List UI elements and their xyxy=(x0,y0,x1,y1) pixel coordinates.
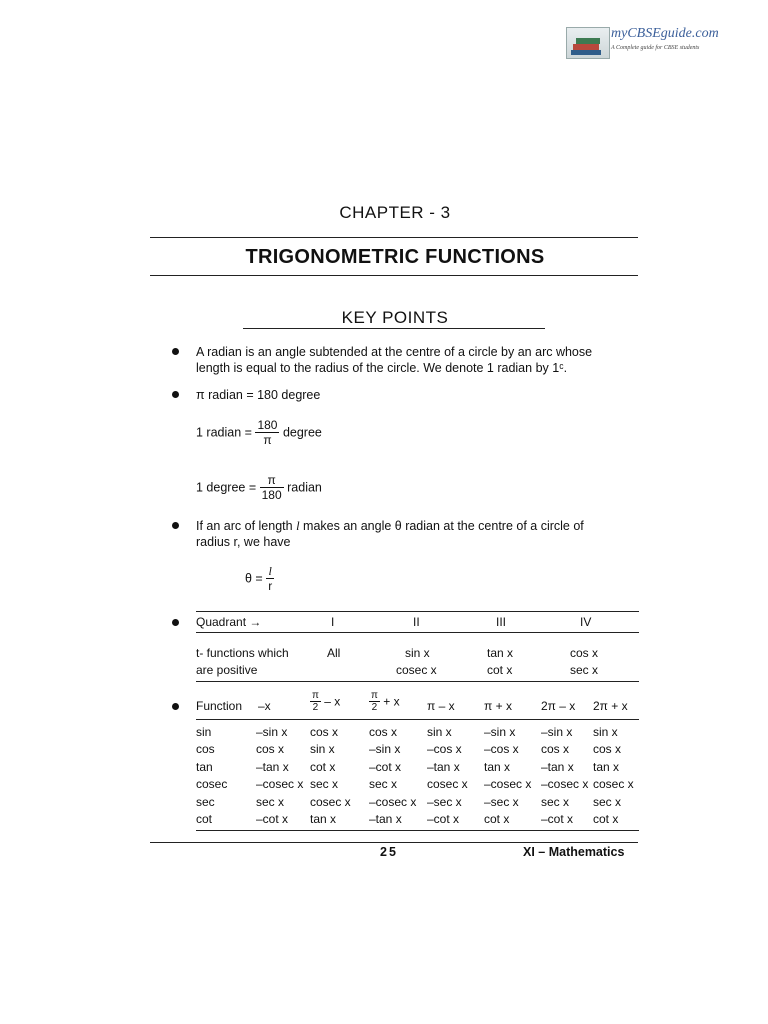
pi-radian-statement: π radian = 180 degree xyxy=(196,388,321,402)
quadrant-header-ii: II xyxy=(413,615,420,629)
pi-half-denominator: 2 xyxy=(371,702,378,713)
function-value-cell: sin x xyxy=(310,742,335,757)
function-table-header-rule xyxy=(196,719,639,720)
function-header-pi-half-minus-x xyxy=(310,690,340,713)
function-value-cell: cos x xyxy=(593,742,622,757)
point3-line2: radius r, we have xyxy=(196,535,291,549)
quadrant-table-bottom-rule xyxy=(196,681,639,682)
function-value-cell: sec x xyxy=(369,777,398,792)
bullet-icon xyxy=(172,522,179,529)
function-value-cell: –sec x xyxy=(484,794,519,809)
function-value-cell: –cosec x xyxy=(541,777,589,792)
radian-formula-label: 1 radian = xyxy=(196,425,252,440)
quadrant-header-i: I xyxy=(331,615,335,629)
function-value-cell: cos x xyxy=(369,725,398,739)
function-value-cell: –sin x xyxy=(369,742,401,757)
function-value-cell: cot x xyxy=(484,812,510,826)
function-value-cell: cos x xyxy=(256,742,285,757)
function-name-cell: tan xyxy=(196,759,213,774)
pi-half-numerator: π xyxy=(312,690,319,701)
books-logo-icon xyxy=(566,27,610,59)
function-header-pi-half-plus-x xyxy=(369,690,400,713)
function-value-cell: –sec x xyxy=(427,794,462,809)
radian-fraction xyxy=(255,418,279,447)
function-value-cell: –cot x xyxy=(541,812,574,826)
point-arc-length xyxy=(196,518,640,550)
radian-fraction-numerator: 180 xyxy=(257,418,278,432)
degree-formula-label: 1 degree = xyxy=(196,480,257,495)
function-value-cell: tan x xyxy=(484,759,511,774)
pi-half-denominator: 2 xyxy=(312,702,319,713)
function-value-cell: sec x xyxy=(541,794,570,809)
logo-name: myCBSEguide.com xyxy=(611,26,719,41)
quadrant-header-iii: III xyxy=(496,615,507,629)
function-value-cell: –tan x xyxy=(256,759,289,774)
function-value-cell: –cos x xyxy=(484,742,519,757)
chapter-title: TRIGONOMETRIC FUNCTIONS xyxy=(245,246,545,268)
radian-fraction-denominator: π xyxy=(263,433,272,447)
site-logo xyxy=(566,25,719,59)
theta-fraction xyxy=(266,564,274,593)
radian-formula xyxy=(196,418,322,447)
pi-half-fraction xyxy=(369,690,380,713)
key-points-underline xyxy=(243,328,545,329)
function-header-pi-minus-x: π – x xyxy=(427,699,455,713)
function-value-cell: –sin x xyxy=(484,725,516,739)
quadrant-iv-value-1: cos x xyxy=(570,646,599,660)
function-value-cell: cosec x xyxy=(593,777,634,792)
degree-formula-unit: radian xyxy=(287,480,322,495)
point3-line1-end: makes an angle θ radian at the centre of a circle of xyxy=(303,519,584,533)
function-value-cell: –cosec x xyxy=(256,777,304,792)
function-value-cell: cos x xyxy=(541,742,570,757)
function-value-cell: –tan x xyxy=(369,812,402,826)
bullet-icon xyxy=(172,348,179,355)
quadrant-iv-value-2: sec x xyxy=(570,663,599,677)
function-header-pi-plus-x: π + x xyxy=(484,699,512,713)
degree-formula xyxy=(196,473,322,502)
title-top-rule xyxy=(150,237,638,238)
quadrant-table-header-rule xyxy=(196,632,639,633)
function-header-2pi-minus-x: 2π – x xyxy=(541,699,576,713)
degree-fraction xyxy=(260,473,284,502)
function-name-cell: cos xyxy=(196,742,215,757)
function-value-cell: sec x xyxy=(256,794,285,809)
function-name-cell: cosec xyxy=(196,777,228,792)
theta-formula xyxy=(245,564,274,593)
subject-label: XI – Mathematics xyxy=(523,845,625,859)
function-value-cell: sin x xyxy=(427,725,452,739)
quadrant-iii-value-2: cot x xyxy=(487,663,513,677)
key-points-heading: KEY POINTS xyxy=(341,308,449,327)
bullet-icon xyxy=(172,391,179,398)
function-value-cell: –cosec x xyxy=(369,794,417,809)
logo-tagline: A Complete guide for CBSE students xyxy=(611,45,700,51)
point3-line1 xyxy=(196,518,640,534)
pi-half-plus-x-rest: + x xyxy=(383,694,400,709)
function-value-cell: sin x xyxy=(593,725,618,739)
quadrant-ii-value-2: cosec x xyxy=(396,663,437,677)
pi-half-fraction xyxy=(310,690,321,713)
function-value-cell: –sin x xyxy=(541,725,573,739)
point1-line2: length is equal to the radius of the circle. We denote 1 radian by 1ᶜ. xyxy=(196,361,568,375)
function-header-label: Function xyxy=(196,699,243,713)
function-value-cell: tan x xyxy=(593,759,620,774)
quadrant-table-top-rule xyxy=(196,611,639,612)
quadrant-header-label: Quadrant → xyxy=(196,615,262,629)
function-value-cell: –tan x xyxy=(427,759,460,774)
pi-half-numerator: π xyxy=(371,690,378,701)
theta-fraction-denominator: r xyxy=(268,579,273,593)
bullet-icon xyxy=(172,619,179,626)
pi-half-minus-x-rest: – x xyxy=(324,694,341,709)
title-bottom-rule xyxy=(150,275,638,276)
chapter-label: CHAPTER - 3 xyxy=(339,203,451,222)
function-value-cell: cos x xyxy=(310,725,339,739)
function-value-cell: tan x xyxy=(310,812,337,826)
quadrant-row-label-2: are positive xyxy=(196,663,258,677)
function-header-neg-x: –x xyxy=(258,699,271,713)
quadrant-iii-value-1: tan x xyxy=(487,646,514,660)
quadrant-header-iv: IV xyxy=(580,615,592,629)
function-value-cell: cosec x xyxy=(427,777,468,792)
point-radian-definition xyxy=(196,344,640,376)
theta-formula-label: θ = xyxy=(245,571,263,586)
function-value-cell: cosec x xyxy=(310,794,351,809)
function-header-2pi-plus-x: 2π + x xyxy=(593,699,628,713)
function-table-bottom-rule xyxy=(196,830,639,831)
function-value-cell: –tan x xyxy=(541,759,574,774)
function-value-cell: cot x xyxy=(593,812,619,826)
radian-formula-unit: degree xyxy=(282,425,322,440)
theta-fraction-numerator: l xyxy=(266,564,274,579)
degree-fraction-denominator: 180 xyxy=(261,488,282,502)
page-number: 25 xyxy=(380,845,398,859)
bullet-icon xyxy=(172,703,179,710)
quadrant-ii-value-1: sin x xyxy=(405,646,430,660)
point3-line1-start: If an arc of length xyxy=(196,519,293,533)
degree-fraction-numerator: π xyxy=(260,473,284,488)
footer-rule xyxy=(150,842,638,843)
function-value-cell: sec x xyxy=(593,794,622,809)
function-value-cell: –cot x xyxy=(256,812,289,826)
arc-length-symbol: l xyxy=(296,519,300,533)
function-value-cell: cot x xyxy=(310,759,336,774)
function-value-cell: –cosec x xyxy=(484,777,532,792)
function-name-cell: cot xyxy=(196,812,213,826)
function-value-cell: –cos x xyxy=(427,742,462,757)
function-value-cell: sec x xyxy=(310,777,339,792)
function-name-cell: sin xyxy=(196,725,212,739)
function-value-cell: –cot x xyxy=(369,759,402,774)
quadrant-i-value: All xyxy=(327,646,341,660)
function-name-cell: sec xyxy=(196,794,215,809)
function-value-cell: –cot x xyxy=(427,812,460,826)
function-value-cell: –sin x xyxy=(256,725,288,739)
quadrant-row-label-1: t- functions which xyxy=(196,646,289,660)
point1-line1: A radian is an angle subtended at the centre of a circle by an arc whose xyxy=(196,345,593,359)
